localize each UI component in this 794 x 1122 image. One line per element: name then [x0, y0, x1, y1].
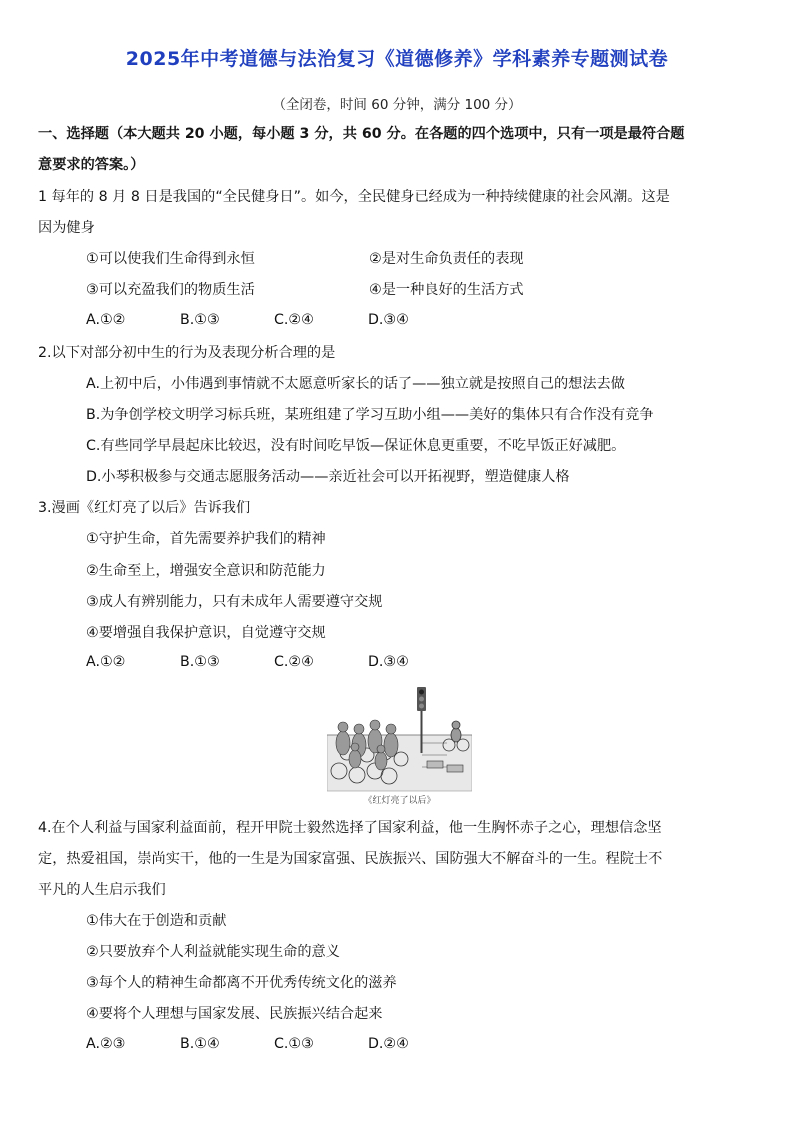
- q3-option-b[interactable]: B.①③: [180, 654, 220, 670]
- q4-option-b[interactable]: B.①④: [180, 1036, 220, 1052]
- q2-option-b[interactable]: B.为争创学校文明学习标兵班，某班组建了学习互助小组——美好的集体只有合作没有竞争: [86, 407, 654, 423]
- q2-option-c[interactable]: C.有些同学早晨起床比较迟，没有时间吃早饭—保证休息更重要，不吃早饭正好减肥。: [86, 438, 626, 454]
- q4-item-2: ②只要放弃个人利益就能实现生命的意义: [86, 944, 340, 960]
- q3-stem: 3.漫画《红灯亮了以后》告诉我们: [38, 500, 251, 516]
- q4-stem-line3: 平凡的人生启示我们: [38, 882, 166, 898]
- q3-option-a[interactable]: A.①②: [86, 654, 126, 670]
- q3-item-3: ③成人有辨别能力，只有未成年人需要遵守交规: [86, 594, 383, 610]
- q4-stem-line1: 4.在个人利益与国家利益面前，程开甲院士毅然选择了国家利益，他一生胸怀赤子之心，理想信念坚: [38, 820, 662, 836]
- q4-option-c[interactable]: C.①③: [274, 1036, 314, 1052]
- cartoon-drawing: [327, 683, 472, 793]
- q3-item-2: ②生命至上，增强安全意识和防范能力: [86, 563, 326, 579]
- q2-option-a[interactable]: A.上初中后，小伟遇到事情就不太愿意听家长的话了——独立就是按照自己的想法去做: [86, 376, 625, 392]
- section-heading-line1: 一、选择题（本大题共 20 小题，每小题 3 分，共 60 分。在各题的四个选项中，只有一项是最符合题: [38, 126, 685, 142]
- q4-item-3: ③每个人的精神生命都离不开优秀传统文化的滋养: [86, 975, 397, 991]
- q2-option-d[interactable]: D.小琴积极参与交通志愿服务活动——亲近社会可以开拓视野，塑造健康人格: [86, 469, 570, 485]
- q4-options: [86, 1036, 462, 1052]
- q1-stem-line1: 1 每年的 8 月 8 日是我国的“全民健身日”。如今，全民健身已经成为一种持续健康的社会风潮。这是: [38, 189, 670, 205]
- cartoon-caption: 《红灯亮了以后》: [363, 796, 436, 806]
- q1-item-2: ②是对生命负责任的表现: [369, 251, 524, 267]
- q4-option-a[interactable]: A.②③: [86, 1036, 126, 1052]
- q4-item-1: ①伟大在于创造和贡献: [86, 913, 227, 929]
- q1-item-3: ③可以充盈我们的物质生活: [86, 282, 255, 298]
- q3-options: [86, 654, 462, 670]
- page-title: 2025年中考道德与法治复习《道德修养》学科素养专题测试卷: [125, 48, 669, 70]
- q4-stem-line2: 定，热爱祖国，崇尚实干，他的一生是为国家富强、民族振兴、国防强大不解奋斗的一生。程院士不: [38, 851, 663, 867]
- cartoon-traffic-light-image: [327, 683, 472, 808]
- q1-stem-line2: 因为健身: [38, 220, 95, 236]
- q1-item-4: ④是一种良好的生活方式: [369, 282, 524, 298]
- q1-item-1: ①可以使我们生命得到永恒: [86, 251, 255, 267]
- exam-info: （全闭卷，时间 60 分钟，满分 100 分）: [272, 97, 522, 113]
- q1-option-a[interactable]: A.①②: [86, 312, 126, 328]
- q3-item-1: ①守护生命，首先需要养护我们的精神: [86, 531, 326, 547]
- q3-item-4: ④要增强自我保护意识，自觉遵守交规: [86, 625, 326, 641]
- q4-option-d[interactable]: D.②④: [368, 1036, 409, 1052]
- q3-option-d[interactable]: D.③④: [368, 654, 409, 670]
- q2-stem: 2.以下对部分初中生的行为及表现分析合理的是: [38, 345, 336, 361]
- q1-option-c[interactable]: C.②④: [274, 312, 314, 328]
- q1-option-d[interactable]: D.③④: [368, 312, 409, 328]
- q4-item-4: ④要将个人理想与国家发展、民族振兴结合起来: [86, 1006, 383, 1022]
- section-heading-line2: 意要求的答案。）: [38, 157, 145, 173]
- q1-option-b[interactable]: B.①③: [180, 312, 220, 328]
- q3-option-c[interactable]: C.②④: [274, 654, 314, 670]
- q1-options: [86, 312, 462, 328]
